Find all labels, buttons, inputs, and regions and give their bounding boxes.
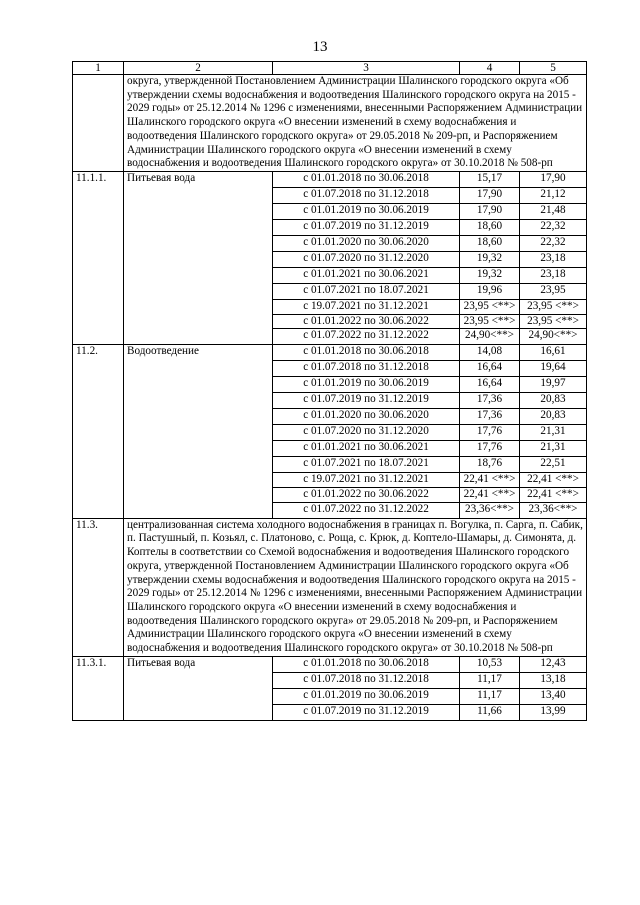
period-cell: с 01.01.2022 по 30.06.2022 [273, 488, 460, 503]
tariff-with-vat-cell: 22,41 <**> [520, 488, 587, 503]
tariff-without-vat-cell: 23,36<**> [460, 502, 520, 518]
tariff-without-vat-cell: 17,90 [460, 203, 520, 219]
period-cell: с 01.07.2018 по 31.12.2018 [273, 361, 460, 377]
tariff-row [73, 345, 587, 361]
period-cell: с 01.01.2019 по 30.06.2019 [273, 377, 460, 393]
column-number-header [73, 62, 587, 75]
tariff-without-vat-cell: 19,96 [460, 283, 520, 299]
tariff-without-vat-cell: 11,17 [460, 672, 520, 688]
tariff-without-vat-cell: 23,95 <**> [460, 299, 520, 314]
tariff-with-vat-cell: 23,95 [520, 283, 587, 299]
tariff-with-vat-cell: 20,83 [520, 409, 587, 425]
tariff-with-vat-cell: 17,90 [520, 171, 587, 187]
tariff-without-vat-cell: 17,36 [460, 393, 520, 409]
period-cell: с 01.07.2022 по 31.12.2022 [273, 329, 460, 345]
period-cell: с 01.01.2020 по 30.06.2020 [273, 409, 460, 425]
period-cell: с 01.01.2018 по 30.06.2018 [273, 345, 460, 361]
period-cell: с 01.07.2021 по 18.07.2021 [273, 457, 460, 473]
tariff-with-vat-cell: 22,41 <**> [520, 473, 587, 488]
tariff-without-vat-cell: 14,08 [460, 345, 520, 361]
tariff-with-vat-cell: 22,51 [520, 457, 587, 473]
tariff-with-vat-cell: 23,36<**> [520, 502, 587, 518]
tariff-with-vat-cell: 23,18 [520, 267, 587, 283]
tariff-without-vat-cell: 24,90<**> [460, 329, 520, 345]
tariff-with-vat-cell: 21,31 [520, 441, 587, 457]
page-number: 13 [312, 39, 328, 55]
tariff-without-vat-cell: 17,90 [460, 187, 520, 203]
section-11-3-number: 11.3. [73, 518, 124, 656]
tariff-with-vat-cell: 13,99 [520, 704, 587, 720]
period-cell: с 19.07.2021 по 31.12.2021 [273, 299, 460, 314]
header-col-4: 4 [460, 62, 520, 75]
tariff-table [72, 61, 587, 721]
header-col-5: 5 [520, 62, 587, 75]
tariff-without-vat-cell: 18,76 [460, 457, 520, 473]
tariff-with-vat-cell: 20,83 [520, 393, 587, 409]
tariff-without-vat-cell: 19,32 [460, 251, 520, 267]
section-11-1-1 [73, 171, 587, 344]
period-cell: с 01.01.2018 по 30.06.2018 [273, 171, 460, 187]
tariff-with-vat-cell: 21,48 [520, 203, 587, 219]
section-11-3-1 [73, 656, 587, 720]
tariff-without-vat-cell: 15,17 [460, 171, 520, 187]
tariff-with-vat-cell: 12,43 [520, 656, 587, 672]
period-cell: с 01.01.2021 по 30.06.2021 [273, 267, 460, 283]
item-name: Питьевая вода [124, 656, 273, 720]
tariff-without-vat-cell: 23,95 <**> [460, 314, 520, 329]
tariff-with-vat-cell: 23,95 <**> [520, 314, 587, 329]
section-11-2 [73, 345, 587, 518]
period-cell: с 01.07.2022 по 31.12.2022 [273, 502, 460, 518]
tariff-with-vat-cell: 13,40 [520, 688, 587, 704]
tariff-with-vat-cell: 23,18 [520, 251, 587, 267]
item-name: Питьевая вода [124, 171, 273, 344]
section-11-3-text: централизованная система холодного водоснабжения в границах п. Вогулка, п. Сарга, п. Сабик, п. Пастушный, п. Козьял, с. Платоново, с. Роща, с. Крюк, д. Коптело-Шамары, д. Симонята, д. Коптелы в соответствии со Схемой водоснабжения и водоотведения Шалинского городского округа, утвержденной Постановлением Администрации Шалинского городского округа «Об утверждении схемы водоснабжения и водоотведения Шалинского городского округа на 2015 - 2029 годы» от 25.12.2014 № 1296 с изменениями, внесенными Распоряжением Администрации Шалинского городского округа «О внесении изменений в схему водоснабжения и водоотведения Шалинского городского округа» от 29.05.2018 № 209-рп, и Распоряжением Администрации Шалинского городского округа «О внесении изменений в схему водоснабжения и водоотведения Шалинского городского округа» от 30.10.2018 № 508-рп [124, 518, 587, 656]
period-cell: с 01.07.2019 по 31.12.2019 [273, 219, 460, 235]
period-cell: с 01.07.2018 по 31.12.2018 [273, 187, 460, 203]
item-number: 11.3.1. [73, 656, 124, 720]
tariff-without-vat-cell: 16,64 [460, 361, 520, 377]
period-cell: с 01.01.2019 по 30.06.2019 [273, 203, 460, 219]
tariff-without-vat-cell: 18,60 [460, 235, 520, 251]
period-cell: с 01.01.2020 по 30.06.2020 [273, 235, 460, 251]
tariff-with-vat-cell: 23,95 <**> [520, 299, 587, 314]
tariff-without-vat-cell: 17,36 [460, 409, 520, 425]
period-cell: с 01.07.2020 по 31.12.2020 [273, 425, 460, 441]
tariff-with-vat-cell: 21,31 [520, 425, 587, 441]
tariff-with-vat-cell: 19,64 [520, 361, 587, 377]
tariff-row [73, 171, 587, 187]
tariff-with-vat-cell: 13,18 [520, 672, 587, 688]
tariff-without-vat-cell: 19,32 [460, 267, 520, 283]
tariff-with-vat-cell: 24,90<**> [520, 329, 587, 345]
tariff-without-vat-cell: 11,17 [460, 688, 520, 704]
tariff-without-vat-cell: 17,76 [460, 425, 520, 441]
period-cell: с 01.01.2022 по 30.06.2022 [273, 314, 460, 329]
period-cell: с 01.07.2020 по 31.12.2020 [273, 251, 460, 267]
tariff-without-vat-cell: 22,41 <**> [460, 473, 520, 488]
item-number: 11.1.1. [73, 171, 124, 344]
tariff-with-vat-cell: 22,32 [520, 219, 587, 235]
tariff-with-vat-cell: 16,61 [520, 345, 587, 361]
header-col-3: 3 [273, 62, 460, 75]
tariff-without-vat-cell: 11,66 [460, 704, 520, 720]
period-cell: с 01.01.2021 по 30.06.2021 [273, 441, 460, 457]
tariff-without-vat-cell: 10,53 [460, 656, 520, 672]
tariff-with-vat-cell: 19,97 [520, 377, 587, 393]
tariff-without-vat-cell: 16,64 [460, 377, 520, 393]
continuation-row [73, 75, 587, 172]
period-cell: с 01.07.2019 по 31.12.2019 [273, 704, 460, 720]
period-cell: с 01.07.2019 по 31.12.2019 [273, 393, 460, 409]
period-cell: с 01.01.2019 по 30.06.2019 [273, 688, 460, 704]
section-11-3-row [73, 518, 587, 656]
tariff-without-vat-cell: 17,76 [460, 441, 520, 457]
item-number: 11.2. [73, 345, 124, 518]
period-cell: с 19.07.2021 по 31.12.2021 [273, 473, 460, 488]
item-name: Водоотведение [124, 345, 273, 518]
header-col-1: 1 [73, 62, 124, 75]
tariff-without-vat-cell: 18,60 [460, 219, 520, 235]
continuation-number-cell [73, 75, 124, 172]
header-col-2: 2 [124, 62, 273, 75]
period-cell: с 01.07.2021 по 18.07.2021 [273, 283, 460, 299]
tariff-row [73, 656, 587, 672]
period-cell: с 01.01.2018 по 30.06.2018 [273, 656, 460, 672]
continuation-text: округа, утвержденной Постановлением Администрации Шалинского городского округа «Об утверждении схемы водоснабжения и водоотведения Шалинского городского округа на 2015 - 2029 годы» от 25.12.2014 № 1296 с изменениями, внесенными Распоряжением Администрации Шалинского городского округа «О внесении изменений в схему водоснабжения и водоотведения Шалинского городского округа» от 29.05.2018 № 209-рп, и Распоряжением Администрации Шалинского городского округа «О внесении изменений в схему водоснабжения и водоотведения Шалинского городского округа» от 30.10.2018 № 508-рп [124, 75, 587, 172]
period-cell: с 01.07.2018 по 31.12.2018 [273, 672, 460, 688]
tariff-without-vat-cell: 22,41 <**> [460, 488, 520, 503]
tariff-with-vat-cell: 21,12 [520, 187, 587, 203]
tariff-with-vat-cell: 22,32 [520, 235, 587, 251]
